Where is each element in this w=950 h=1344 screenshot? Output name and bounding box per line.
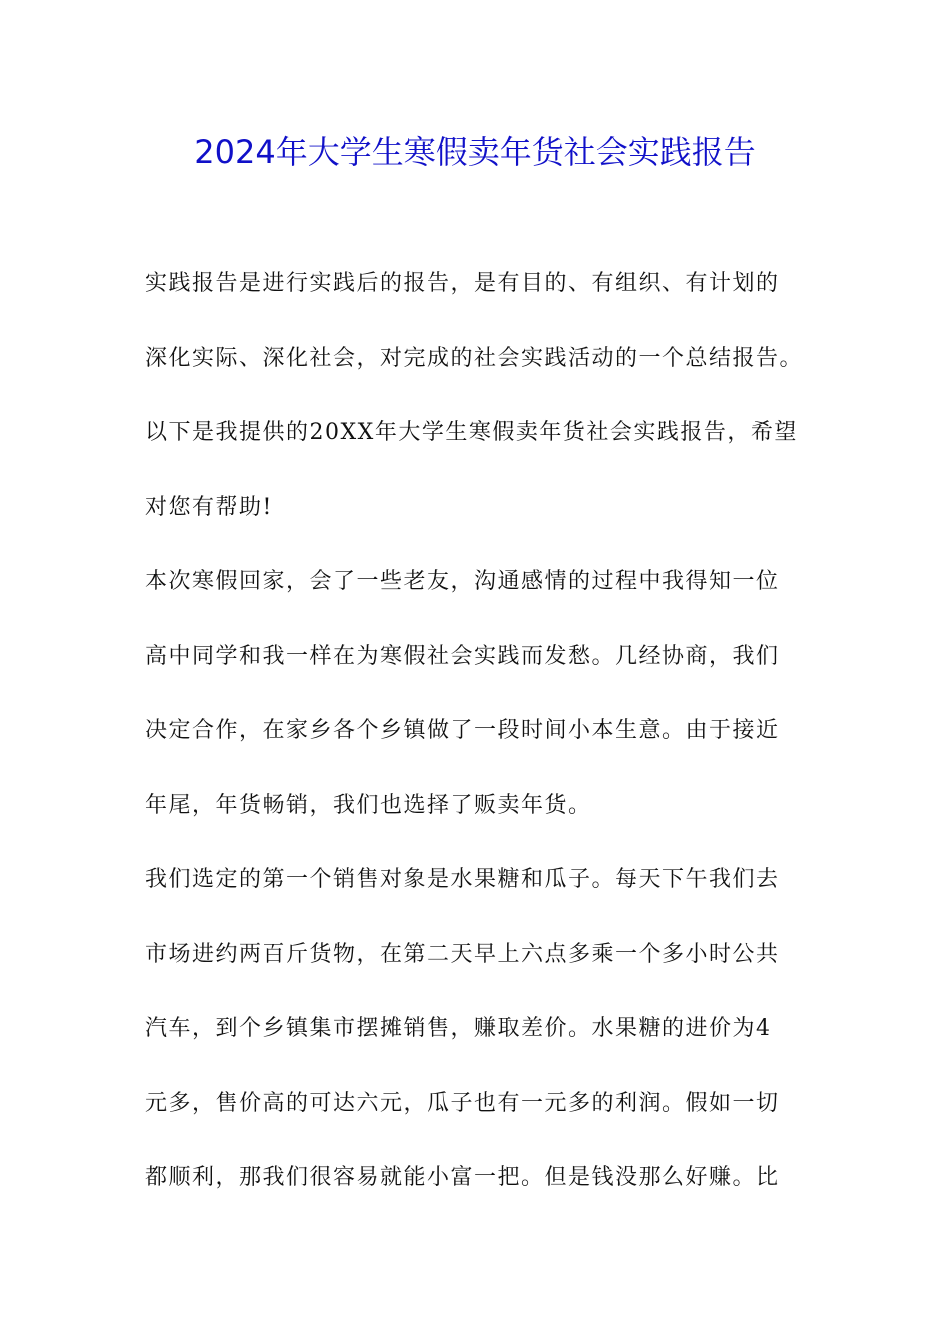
paragraph-line: 高中同学和我一样在为寒假社会实践而发愁。几经协商，我们 [145, 644, 780, 669]
paragraph-line: 元多，售价高的可达六元，瓜子也有一元多的利润。假如一切 [145, 1091, 780, 1116]
paragraph-line: 市场进约两百斤货物，在第二天早上六点多乘一个多小时公共 [145, 942, 780, 967]
paragraph-line: 实践报告是进行实践后的报告，是有目的、有组织、有计划的 [145, 271, 780, 296]
paragraph-line: 汽车，到个乡镇集市摆摊销售，赚取差价。水果糖的进价为4 [145, 1016, 772, 1041]
document-title: 2024年大学生寒假卖年货社会实践报告 [194, 133, 756, 171]
paragraph-line: 年尾，年货畅销，我们也选择了贩卖年货。 [145, 793, 592, 818]
paragraph-line: 我们选定的第一个销售对象是水果糖和瓜子。每天下午我们去 [145, 867, 780, 892]
paragraph-line: 对您有帮助! [145, 495, 273, 520]
paragraph-line: 决定合作，在家乡各个乡镇做了一段时间小本生意。由于接近 [145, 718, 780, 743]
paragraph-line: 本次寒假回家，会了一些老友，沟通感情的过程中我得知一位 [145, 569, 780, 594]
paragraph-line: 以下是我提供的20XX年大学生寒假卖年货社会实践报告，希望 [145, 420, 798, 445]
paragraph-line: 都顺利，那我们很容易就能小富一把。但是钱没那么好赚。比 [145, 1165, 780, 1190]
paragraph-line: 深化实际、深化社会，对完成的社会实践活动的一个总结报告。 [145, 346, 804, 371]
